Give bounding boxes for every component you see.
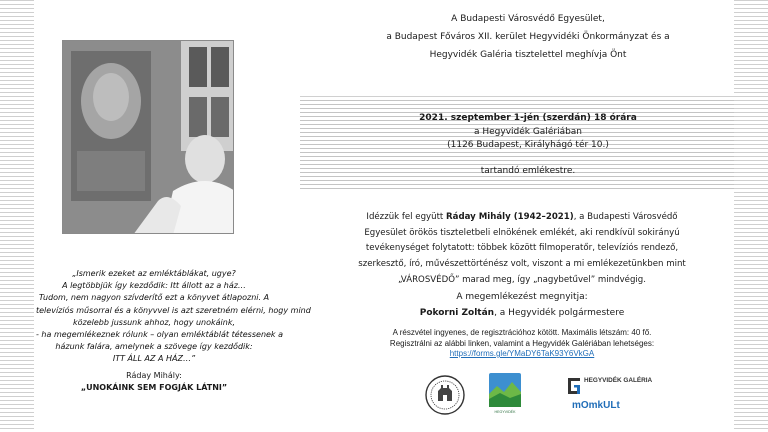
opener-role: , a Hegyvidék polgármestere (494, 308, 625, 318)
invitation-line: Hegyvidék Galéria tisztelettel meghívja Önt (429, 50, 627, 60)
opener-name: Pokorni Zoltán (419, 308, 495, 318)
quote-block (36, 268, 311, 366)
registration-line: A részvétel ingyenes, de regisztrációhoz kötött. Maximális létszám: 40 fő. (392, 328, 652, 337)
hegyvidek-galeria-logo (568, 376, 658, 396)
book-title: „UNOKÁINK SEM FOGJÁK LÁTNI” (80, 383, 228, 392)
opener-block (312, 289, 732, 321)
event-address: (1126 Budapest, Királyhágó tér 10.) (447, 140, 609, 150)
event-type: tartandó emlékestre. (480, 166, 576, 176)
band-divider (300, 96, 734, 97)
opener-line (312, 305, 732, 321)
city-seal-logo (425, 375, 465, 415)
event-date: 2021. szeptember 1-jén (szerdán) 18 órára (419, 113, 637, 123)
hegyvidek-logo (488, 372, 522, 420)
registration-link[interactable]: https://forms.gle/YMaDY6TaK93Y6VkGA (449, 349, 595, 358)
author-name: Ráday Mihály: (126, 371, 182, 380)
body-line: Egyesület örökös tiszteletbeli elnökének emlékét, aki rendkívül sokirányú (364, 227, 680, 238)
galeria-logo-text: HEGYVIDÉK GALÉRIA (584, 377, 653, 384)
body-text (312, 210, 732, 289)
event-venue: a Hegyvidék Galériában (473, 126, 583, 137)
body-line: szerkesztő, író, művészettörténész volt, viszont a mi emlékezetünkben mint (358, 259, 686, 270)
right-decorative-stripes (734, 0, 768, 432)
invitation-line: A Budapesti Városvédő Egyesület, (451, 14, 605, 24)
body-line: Idézzük fel együtt Ráday Mihály (1942–2021), a Budapesti Városvédő (366, 212, 678, 222)
quote-line: - ha megemlékeznek rólunk – olyan emléktáblát tétessenek a (36, 330, 284, 340)
opener-label: A megemlékezést megnyitja: (456, 292, 588, 302)
quote-line: közelebb jussunk ahhoz, hogy unokáink, (72, 317, 236, 327)
quote-line: Tudom, nem nagyon szívderítő ezt a könyvet átlapozni. A (38, 293, 270, 303)
portrait-photo (62, 40, 234, 234)
quote-line: „Ismerik ezeket az emléktáblákat, ugye? (72, 269, 236, 278)
hegyvidek-logo-text: HEGYVIDÉK (494, 410, 516, 414)
quote-line: ITT ÁLL AZ A HÁZ…” (112, 354, 196, 364)
honoree-name: Ráday Mihály (1942–2021) (446, 212, 574, 222)
momkult-logo: mOmkULt (572, 400, 620, 411)
invitation-header (338, 10, 718, 64)
quote-line: házunk falára, amelynek a szövege így kezdődik: (55, 342, 253, 352)
body-line: „VÁROSVÉDŐ” marad meg, így „nagybetűvel” mindvégig. (398, 274, 646, 285)
quote-line: televíziós műsorral és a könyvvel is azt szeretném elérni, hogy mind (36, 305, 311, 315)
event-details (338, 112, 718, 153)
left-decorative-stripes (0, 0, 34, 432)
invitation-line: a Budapest Főváros XII. kerület Hegyvidéki Önkormányzat és a (386, 32, 670, 42)
quote-author (36, 370, 272, 394)
registration-line: Regisztrálni az alábbi linken, valamint a Hegyvidék Galériában lehetséges: (389, 338, 655, 348)
body-line: tevékenységet folytatott: többek között filmoperatőr, televíziós rendező, (365, 243, 679, 254)
quote-line: A legtöbbjük így kezdődik: Itt állott az a ház… (62, 281, 246, 291)
registration-info (312, 328, 732, 360)
